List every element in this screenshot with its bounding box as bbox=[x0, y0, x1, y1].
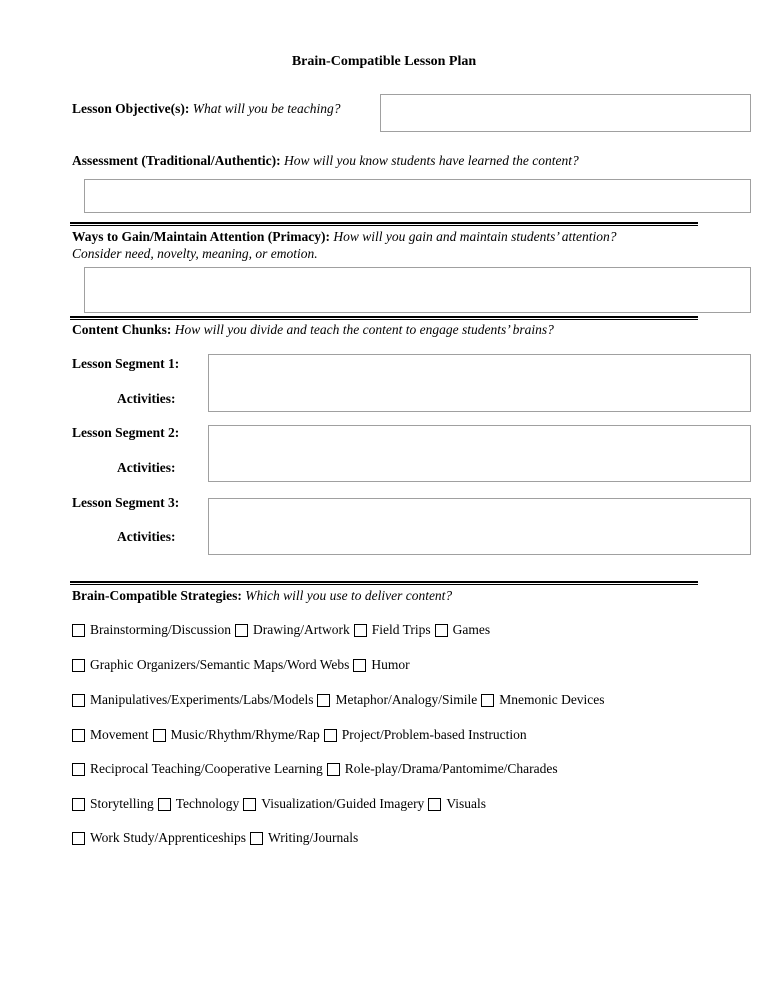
strategy-label: Drawing/Artwork bbox=[253, 622, 350, 637]
segment-3-label: Lesson Segment 3: bbox=[72, 495, 180, 510]
strategy-label: Role-play/Drama/Pantomime/Charades bbox=[344, 761, 558, 776]
assessment-row bbox=[72, 153, 579, 169]
strategy-label: Humor bbox=[371, 657, 410, 672]
segment-1-activities-label: Activities: bbox=[117, 391, 176, 406]
segment-1-field[interactable] bbox=[208, 354, 751, 412]
checkbox[interactable] bbox=[72, 694, 85, 707]
strategy-option[interactable] bbox=[158, 796, 240, 812]
segment-2-activities-label: Activities: bbox=[117, 460, 176, 475]
strategy-option[interactable] bbox=[72, 657, 349, 673]
objective-field[interactable] bbox=[380, 94, 751, 132]
section-divider bbox=[70, 581, 698, 585]
strategy-label: Manipulatives/Experiments/Labs/Models bbox=[90, 692, 314, 707]
checkbox[interactable] bbox=[354, 624, 367, 637]
page-title: Brain-Compatible Lesson Plan bbox=[291, 54, 477, 69]
strategy-line bbox=[72, 727, 531, 743]
strategy-option[interactable] bbox=[353, 657, 409, 673]
attention-prompt: How will you gain and maintain students’ attention? bbox=[333, 229, 617, 244]
objective-label: Lesson Objective(s): bbox=[72, 101, 190, 116]
strategy-option[interactable] bbox=[72, 622, 231, 638]
strategy-label: Project/Problem-based Instruction bbox=[341, 727, 527, 742]
strategy-option[interactable] bbox=[72, 727, 149, 743]
strategy-label: Graphic Organizers/Semantic Maps/Word Webs bbox=[90, 657, 350, 672]
checkbox[interactable] bbox=[72, 624, 85, 637]
strategy-option[interactable] bbox=[435, 622, 491, 638]
strategy-label: Storytelling bbox=[90, 796, 154, 811]
strategy-label: Technology bbox=[175, 796, 240, 811]
strategies-row bbox=[72, 588, 452, 604]
strategy-option[interactable] bbox=[324, 727, 527, 743]
strategy-label: Brainstorming/Discussion bbox=[90, 622, 231, 637]
strategy-option[interactable] bbox=[250, 830, 358, 846]
objective-row bbox=[72, 101, 340, 117]
chunks-prompt: How will you divide and teach the content to engage students’ brains? bbox=[174, 322, 554, 337]
checkbox[interactable] bbox=[72, 832, 85, 845]
checkbox[interactable] bbox=[72, 659, 85, 672]
strategy-option[interactable] bbox=[317, 692, 477, 708]
objective-prompt: What will you be teaching? bbox=[192, 101, 341, 116]
attention-field[interactable] bbox=[84, 267, 751, 313]
segment-1-label: Lesson Segment 1: bbox=[72, 356, 180, 371]
strategy-option[interactable] bbox=[327, 761, 558, 777]
strategy-label: Visuals bbox=[446, 796, 487, 811]
segment-2-field[interactable] bbox=[208, 425, 751, 482]
chunks-label: Content Chunks: bbox=[72, 322, 172, 337]
strategy-option[interactable] bbox=[72, 796, 154, 812]
attention-row bbox=[72, 229, 616, 245]
attention-prompt-2: Consider need, novelty, meaning, or emotion. bbox=[72, 246, 318, 261]
checkbox[interactable] bbox=[158, 798, 171, 811]
checkbox[interactable] bbox=[353, 659, 366, 672]
strategy-option[interactable] bbox=[72, 761, 323, 777]
strategy-label: Work Study/Apprenticeships bbox=[90, 830, 247, 845]
checkbox[interactable] bbox=[235, 624, 248, 637]
strategy-label: Mnemonic Devices bbox=[499, 692, 605, 707]
strategy-label: Field Trips bbox=[371, 622, 431, 637]
strategy-label: Reciprocal Teaching/Cooperative Learning bbox=[90, 761, 323, 776]
checkbox[interactable] bbox=[72, 729, 85, 742]
segment-2-label: Lesson Segment 2: bbox=[72, 425, 180, 440]
strategy-line bbox=[72, 622, 494, 638]
assessment-field[interactable] bbox=[84, 179, 751, 213]
segment-3-field[interactable] bbox=[208, 498, 751, 555]
strategy-label: Metaphor/Analogy/Simile bbox=[335, 692, 478, 707]
checkbox[interactable] bbox=[324, 729, 337, 742]
strategy-option[interactable] bbox=[72, 830, 246, 846]
strategy-label: Movement bbox=[90, 727, 149, 742]
strategy-option[interactable] bbox=[235, 622, 350, 638]
checkbox[interactable] bbox=[435, 624, 448, 637]
strategies-label: Brain-Compatible Strategies: bbox=[72, 588, 242, 603]
strategies-prompt: Which will you use to deliver content? bbox=[245, 588, 453, 603]
strategy-label: Visualization/Guided Imagery bbox=[261, 796, 425, 811]
checkbox[interactable] bbox=[72, 763, 85, 776]
strategy-label: Games bbox=[452, 622, 491, 637]
checkbox[interactable] bbox=[153, 729, 166, 742]
checkbox[interactable] bbox=[250, 832, 263, 845]
strategy-label: Writing/Journals bbox=[268, 830, 359, 845]
strategy-line bbox=[72, 796, 490, 812]
section-divider bbox=[70, 222, 698, 226]
strategy-option[interactable] bbox=[72, 692, 313, 708]
segment-3-activities-label: Activities: bbox=[117, 529, 176, 544]
strategy-option[interactable] bbox=[153, 727, 320, 743]
checkbox[interactable] bbox=[481, 694, 494, 707]
checkbox[interactable] bbox=[317, 694, 330, 707]
checkbox[interactable] bbox=[243, 798, 256, 811]
strategy-label: Music/Rhythm/Rhyme/Rap bbox=[170, 727, 320, 742]
strategy-line bbox=[72, 830, 362, 846]
strategy-option[interactable] bbox=[428, 796, 486, 812]
checkbox[interactable] bbox=[428, 798, 441, 811]
chunks-row bbox=[72, 322, 554, 338]
strategy-line bbox=[72, 761, 562, 777]
attention-label: Ways to Gain/Maintain Attention (Primacy): bbox=[72, 229, 330, 244]
checkbox[interactable] bbox=[327, 763, 340, 776]
strategy-option[interactable] bbox=[243, 796, 424, 812]
strategy-line bbox=[72, 657, 414, 673]
assessment-label: Assessment (Traditional/Authentic): bbox=[72, 153, 281, 168]
checkbox[interactable] bbox=[72, 798, 85, 811]
strategy-line bbox=[72, 692, 609, 708]
assessment-prompt: How will you know students have learned the content? bbox=[284, 153, 579, 168]
section-divider bbox=[70, 316, 698, 320]
strategy-option[interactable] bbox=[354, 622, 431, 638]
strategy-option[interactable] bbox=[481, 692, 604, 708]
